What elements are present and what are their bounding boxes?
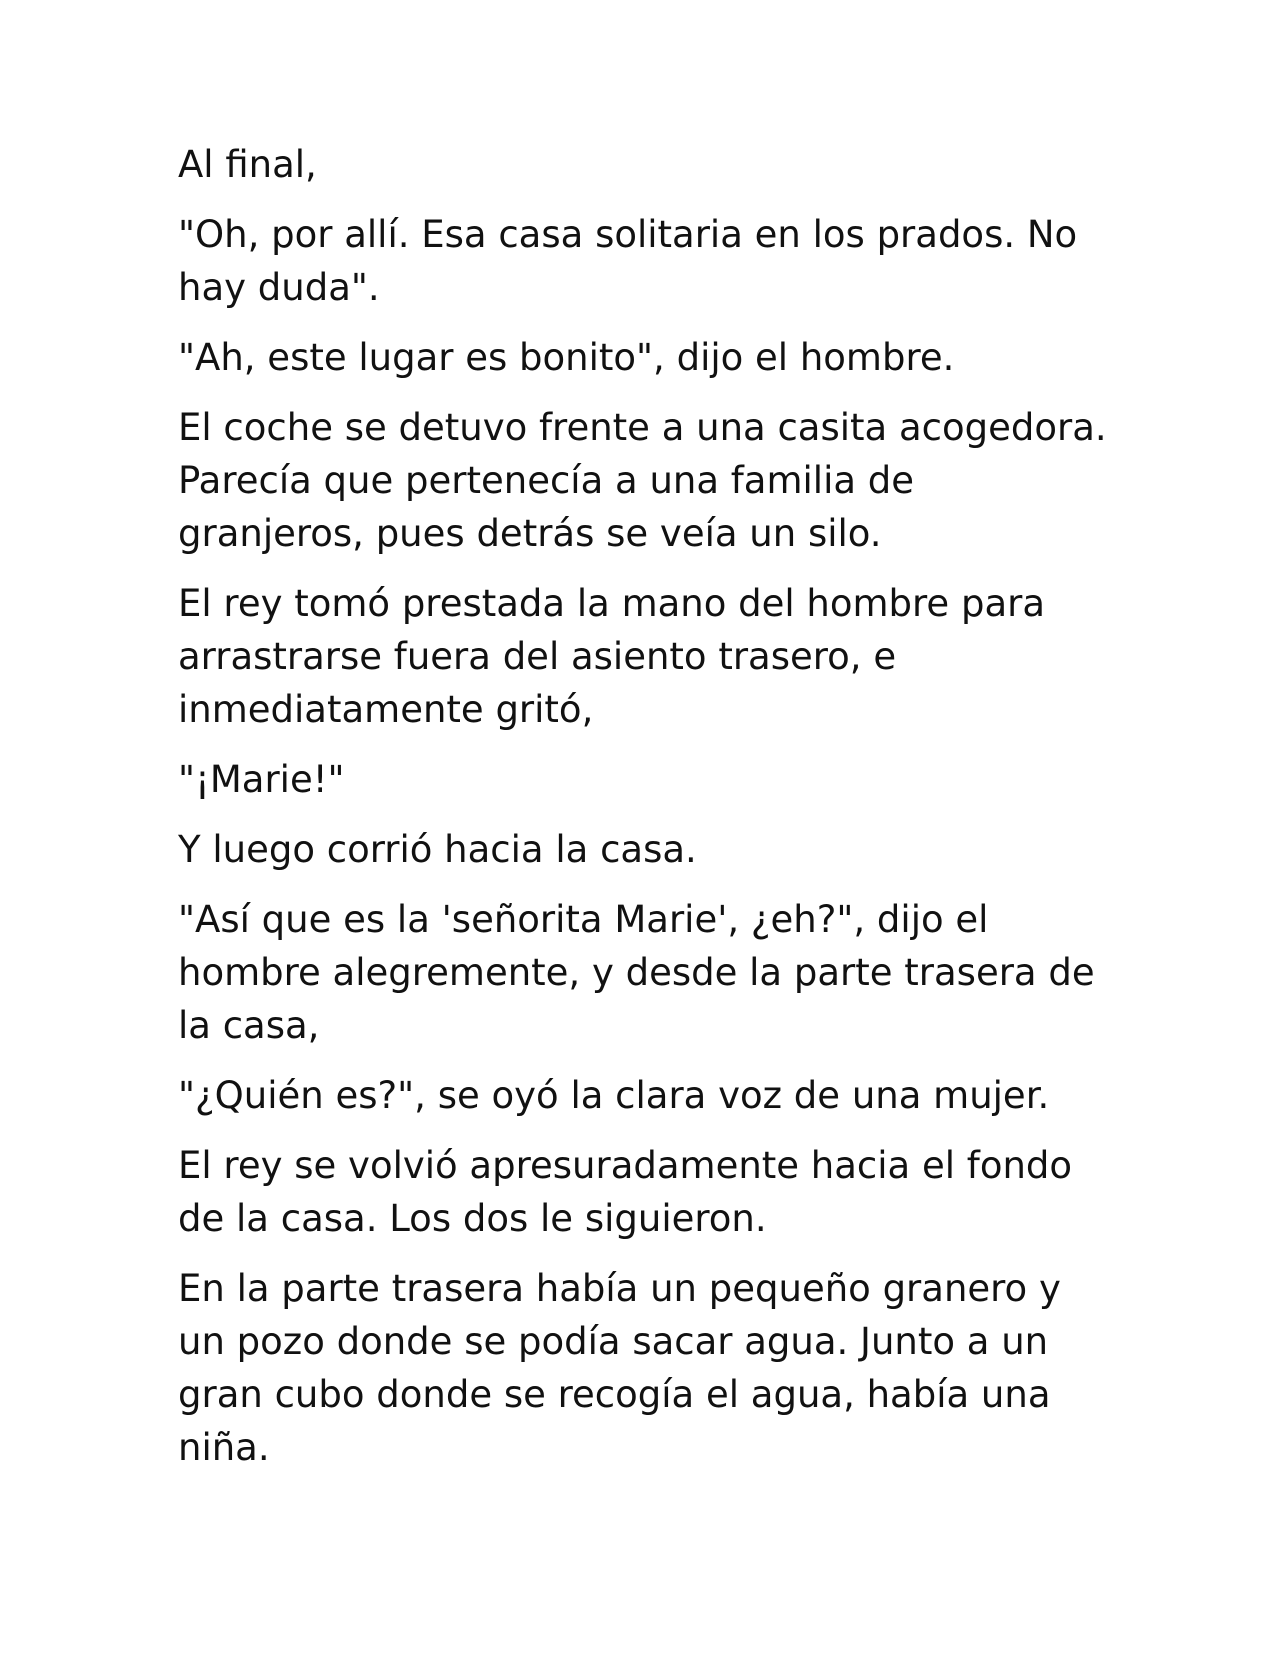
paragraph: "Oh, por allí. Esa casa solitaria en los prados. No hay duda".: [178, 213, 1078, 309]
paragraph: El coche se detuvo frente a una casita acogedora. Parecía que pertenecía a una familia de granjeros, pues detrás se veía un silo.: [178, 406, 1107, 555]
paragraph: En la parte trasera había un pequeño granero y un pozo donde se podía sacar agua. Junto a un gran cubo donde se recogía el agua, había una niña.: [178, 1267, 1061, 1469]
document-page: [178, 138, 1108, 1491]
paragraph: "Ah, este lugar es bonito", dijo el hombre.: [178, 336, 955, 379]
paragraph: Al final,: [178, 143, 317, 186]
paragraph: Y luego corrió hacia la casa.: [178, 828, 697, 871]
paragraph: El rey se volvió apresuradamente hacia el fondo de la casa. Los dos le siguieron.: [178, 1144, 1073, 1240]
paragraph: "¡Marie!": [178, 758, 345, 801]
paragraph: "Así que es la 'señorita Marie', ¿eh?", dijo el hombre alegremente, y desde la parte trasera de la casa,: [178, 898, 1095, 1047]
paragraph: "¿Quién es?", se oyó la clara voz de una mujer.: [178, 1074, 1050, 1117]
paragraph: El rey tomó prestada la mano del hombre para arrastrarse fuera del asiento trasero, e inmediatamente gritó,: [178, 582, 1046, 731]
